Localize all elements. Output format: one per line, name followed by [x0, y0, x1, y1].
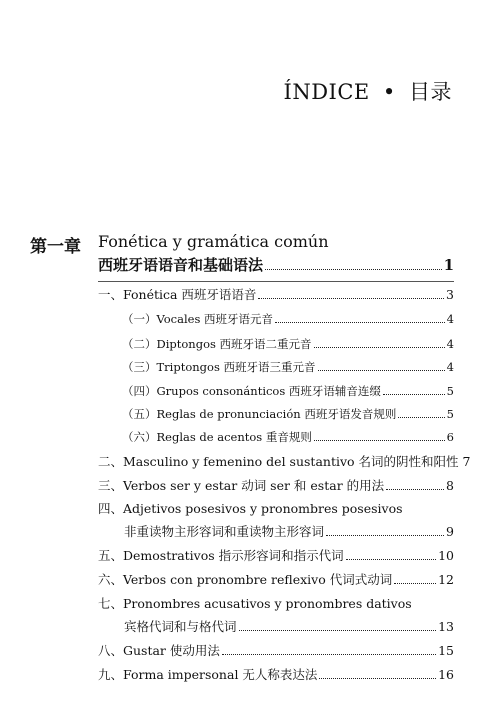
chapter-label: 第一章 — [30, 237, 81, 257]
toc-entry[interactable]: 非重读物主形容词和重读物主形容词 9 — [124, 524, 454, 539]
leader-dots — [326, 535, 444, 536]
toc-entry-line1: 七、Pronombres acusativos y pronombres dativos — [98, 596, 412, 611]
toc-entry[interactable]: （三）Triptongos 西班牙语三重元音 4 — [122, 360, 454, 374]
toc-entry-page: 1 — [443, 256, 454, 274]
leader-dots — [398, 417, 444, 418]
leader-dots — [265, 269, 442, 270]
index-title-es: ÍNDICE — [283, 80, 370, 104]
toc-entry[interactable]: （五）Reglas de pronunciación 西班牙语发音规则 5 — [122, 407, 454, 421]
leader-dots — [314, 347, 445, 348]
toc-entry[interactable]: 宾格代词和与格代词 13 — [124, 619, 454, 634]
toc-entry[interactable]: 九、Forma impersonal 无人称表达法 16 — [98, 667, 454, 682]
toc-entry[interactable]: （四）Grupos consonánticos 西班牙语辅音连缀 5 — [122, 384, 454, 398]
toc-entry[interactable]: （一）Vocales 西班牙语元音 4 — [122, 312, 454, 326]
toc-entry[interactable]: 五、Demostrativos 指示形容词和指示代词 10 — [98, 548, 454, 563]
leader-dots — [275, 322, 445, 323]
leader-dots — [314, 440, 445, 441]
bullet-icon: • — [382, 80, 396, 104]
leader-dots — [239, 630, 437, 631]
toc-entry-text: 西班牙语语音和基础语法 — [98, 256, 264, 274]
toc-entry[interactable]: 一、Fonética 西班牙语语音 3 — [98, 287, 454, 302]
leader-dots — [319, 678, 436, 679]
leader-dots — [346, 559, 436, 560]
chapter-title-es: Fonética y gramática común — [98, 232, 329, 251]
toc-entry[interactable]: 八、Gustar 使动用法 15 — [98, 643, 454, 658]
leader-dots — [386, 489, 444, 490]
index-header — [284, 76, 452, 106]
chapter-separator — [98, 281, 454, 282]
leader-dots — [383, 394, 445, 395]
leader-dots — [318, 370, 445, 371]
toc-entry[interactable]: （六）Reglas de acentos 重音规则 6 — [122, 430, 454, 444]
index-title-zh: 目录 — [409, 80, 452, 104]
leader-dots — [222, 654, 436, 655]
toc-entry-chapter[interactable] — [98, 258, 454, 273]
toc-entry[interactable]: （二）Diptongos 西班牙语二重元音 4 — [122, 337, 454, 351]
toc-entry[interactable]: 二、Masculino y femenino del sustantivo 名词的阴性和阳性 7 — [98, 454, 471, 469]
toc-entry[interactable]: 三、Verbos ser y estar 动词 ser 和 estar 的用法 8 — [98, 478, 454, 493]
leader-dots — [258, 298, 444, 299]
toc-entry-line1: 四、Adjetivos posesivos y pronombres posesivos — [98, 501, 403, 516]
leader-dots — [394, 583, 436, 584]
toc-entry[interactable]: 六、Verbos con pronombre reflexivo 代词式动词 12 — [98, 572, 454, 587]
